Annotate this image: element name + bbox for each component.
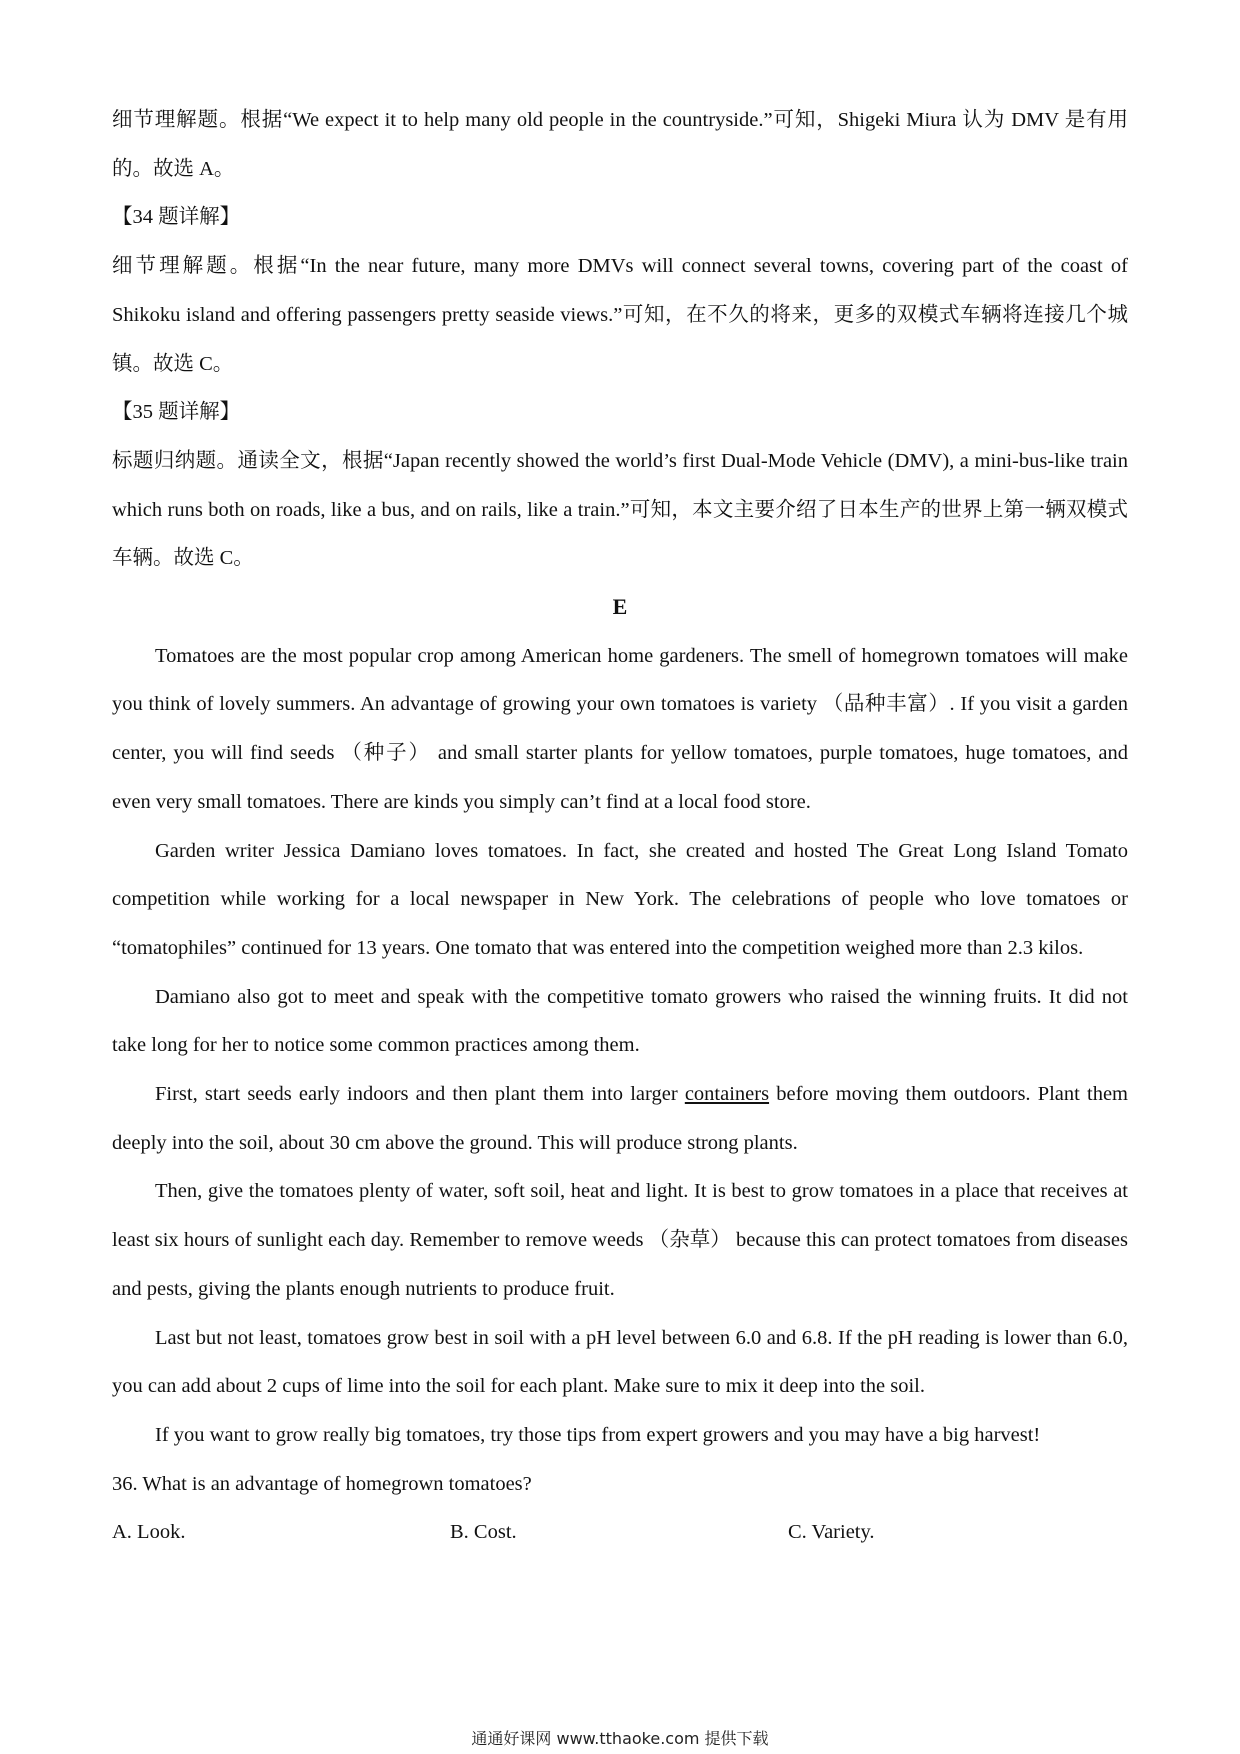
passage-paragraph-7: If you want to grow really big tomatoes, try those tips from expert growers and you may have a big harvest! <box>155 1423 1041 1446</box>
explanation-35-heading: 【35 题详解】 <box>112 401 241 424</box>
underlined-word-containers: containers <box>684 1083 770 1106</box>
explanation-35-text: 标题归纳题。通读全文，根据“Japan recently showed the world’s first Dual-Mode Vehicle (DMV), a mini-bus-like train which runs both on roads, like a bus, and on rails, like a train.”可知，本文主要介绍了日本生产的世界上第一辆双模式车辆。故选 C。 <box>112 449 1128 570</box>
option-c: C. Variety. <box>788 1521 875 1544</box>
passage-paragraph-3: Damiano also got to meet and speak with the competitive tomato growers who raised the winning fruits. It did not take long for her to notice some common practices among them. <box>112 985 1128 1057</box>
passage-paragraph-6: Last but not least, tomatoes grow best in soil with a pH level between 6.0 and 6.8. If the pH reading is lower than 6.0, you can add about 2 cups of lime into the soil for each plant. Make sure to mix it deep into the soil. <box>112 1326 1128 1398</box>
paragraph-4-start: First, start seeds early indoors and then plant them into larger <box>155 1083 685 1106</box>
question-36-stem: 36. What is an advantage of homegrown tomatoes? <box>112 1472 532 1495</box>
option-b: B. Cost. <box>450 1521 517 1544</box>
document-page <box>112 96 1128 1557</box>
passage-paragraph-5: Then, give the tomatoes plenty of water, soft soil, heat and light. It is best to grow tomatoes in a place that receives at least six hours of sunlight each day. Remember to remove weeds （杂草） because this can protect tomatoes from diseases and pests, giving the plants enough nutrients to produce fruit. <box>112 1180 1128 1300</box>
passage-section-letter: E <box>612 594 628 620</box>
paragraph-4-end: before moving them outdoors. Plant them deeply into the soil, about 30 cm above the ground. This will produce strong plants. <box>112 1083 1128 1154</box>
explanation-34-text: 细节理解题。根据“In the near future, many more DMVs will connect several towns, covering part of the coast of Shikoku island and offering passengers pretty seaside views.”可知，在不久的将来，更多的双模式车辆将连接几个城镇。故选 C。 <box>112 255 1128 375</box>
passage-paragraph-2: Garden writer Jessica Damiano loves tomatoes. In fact, she created and hosted The Great Long Island Tomato competition while working for a local newspaper in New York. The celebrations of people who love tomatoes or “tomatophiles” continued for 13 years. One tomato that was entered into the competition weighed more than 2.3 kilos. <box>112 839 1128 959</box>
question-36-options <box>112 1508 1128 1557</box>
page-footer: 通通好课网 www.tthaoke.com 提供下载 <box>471 1729 769 1748</box>
explanation-34-heading: 【34 题详解】 <box>112 206 241 229</box>
passage-paragraph-4 <box>112 1070 1128 1167</box>
passage-paragraph-1: Tomatoes are the most popular crop among American home gardeners. The smell of homegrown tomatoes will make you think of lovely summers. An advantage of growing your own tomatoes is variety （品种丰富）. If you visit a garden center, you will find seeds （种子） and small starter plants for yellow tomatoes, purple tomatoes, huge tomatoes, and even very small tomatoes. There are kinds you simply can’t find at a local food store. <box>112 644 1128 813</box>
explanation-33-text: 细节理解题。根据“We expect it to help many old people in the countryside.”可知，Shigeki Miura 认为 DMV 是有用的。故选 A。 <box>112 109 1128 180</box>
option-a: A. Look. <box>112 1521 186 1544</box>
